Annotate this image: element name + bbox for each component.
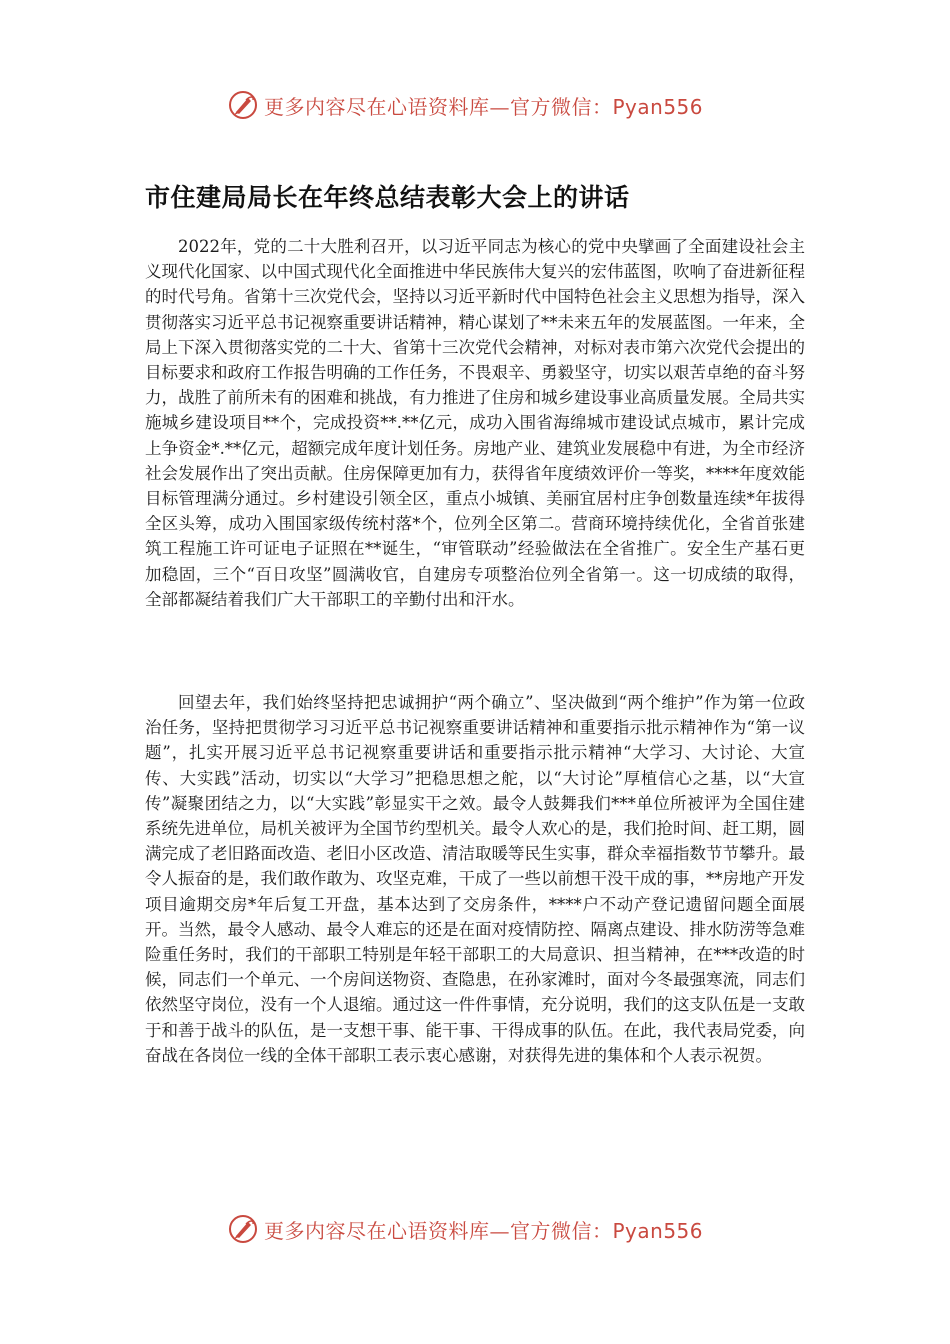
body-paragraph-1: 2022年，党的二十大胜利召开，以习近平同志为核心的党中央擘画了全面建设社会主义现代化国家、以中国式现代化全面推进中华民族伟大复兴的宏伟蓝图，吹响了奋进新征程的时代号角。省第十三次党代会，坚持以习近平新时代中国特色社会主义思想为指导，深入贯彻落实习近平总书记视察重要讲话精神，精心谋划了**未来五年的发展蓝图。一年来，全局上下深入贯彻落实党的二十大、省第十三次党代会精神，对标对表市第六次党代会提出的目标要求和政府工作报告明确的工作任务，不畏艰辛、勇毅坚守，切实以艰苦卓绝的奋斗努力，战胜了前所未有的困难和挑战，有力推进了住房和城乡建设事业高质量发展。全局共实施城乡建设项目**个，完成投资**.**亿元，成功入围省海绵城市建设试点城市，累计完成上争资金*.**亿元，超额完成年度计划任务。房地产业、建筑业发展稳中有进，为全市经济社会发展作出了突出贡献。住房保障更加有力，获得省年度绩效评价一等奖，****年度效能目标管理满分通过。乡村建设引领全区，重点小城镇、美丽宜居村庄争创数量连续*年拔得全区头筹，成功入围国家级传统村落*个，位列全区第二。营商环境持续优化，全省首张建筑工程施工许可证电子证照在**诞生，“审管联动”经验做法在全省推广。安全生产基石更加稳固，三个“百日攻坚”圆满收官，自建房专项整治位列全省第一。这一切成绩的取得，全部都凝结着我们广大干部职工的辛勤付出和汗水。 — [145, 237, 805, 609]
pen-quill-logo-icon — [228, 1214, 258, 1244]
banner-text — [264, 91, 703, 120]
banner-text — [264, 1215, 703, 1244]
pen-quill-logo-icon — [228, 90, 258, 120]
document-title: 市住建局局长在年终总结表彰大会上的讲话 — [145, 183, 630, 212]
banner-wechat-label: 官方微信： — [510, 1218, 613, 1243]
banner-slogan: 更多内容尽在心语资料库 — [264, 1218, 490, 1243]
banner-wechat-id: Pyan556 — [612, 1218, 704, 1243]
body-paragraph-2: 回望去年，我们始终坚持把忠诚拥护“两个确立”、坚决做到“两个维护”作为第一位政治任务，坚持把贯彻学习习近平总书记视察重要讲话精神和重要指示批示精神作为“第一议题”，扎实开展习近平总书记视察重要讲话和重要指示批示精神“大学习、大讨论、大宣传、大实践”活动，切实以“大学习”把稳思想之舵，以“大讨论”厚植信心之基，以“大宣传”凝聚团结之力，以“大实践”彰显实干之效。最令人鼓舞我们***单位所被评为全国住建系统先进单位，局机关被评为全国节约型机关。最令人欢心的是，我们抢时间、赶工期，圆满完成了老旧路面改造、老旧小区改造、清洁取暖等民生实事，群众幸福指数节节攀升。最令人振奋的是，我们敢作敢为、攻坚克难，干成了一些以前想干没干成的事，**房地产开发项目逾期交房*年后复工开盘，基本达到了交房条件，****户不动产登记遗留问题全面展开。当然，最令人感动、最令人难忘的还是在面对疫情防控、隔离点建设、排水防涝等急难险重任务时，我们的干部职工特别是年轻干部职工的大局意识、担当精神，在***改造的时候，同志们一个单元、一个房间送物资、查隐患，在孙家滩时，面对今冬最强寒流，同志们依然坚守岗位，没有一个人退缩。通过这一件件事情，充分说明，我们的这支队伍是一支敢于和善于战斗的队伍，是一支想干事、能干事、干得成事的队伍。在此，我代表局党委，向奋战在各岗位一线的全体干部职工表示衷心感谢，对获得先进的集体和个人表示祝贺。 — [145, 693, 805, 1065]
header-watermark-banner — [228, 88, 728, 122]
banner-wechat-id: Pyan556 — [612, 94, 704, 119]
banner-separator: — — [489, 1218, 510, 1243]
footer-watermark-banner — [228, 1212, 728, 1246]
banner-separator: — — [489, 94, 510, 119]
banner-wechat-label: 官方微信： — [510, 94, 613, 119]
banner-slogan: 更多内容尽在心语资料库 — [264, 94, 490, 119]
